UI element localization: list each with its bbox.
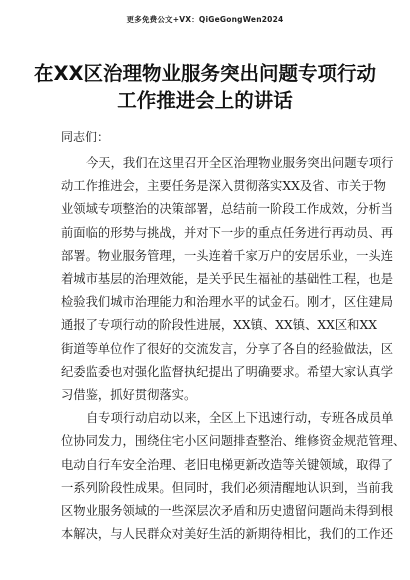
paragraph-line: 检验我们城市治理能力和治理水平的试金石。刚才，区住建局: [61, 295, 394, 310]
paragraph-line: 区物业服务领域的一些深层次矛盾和历史遗留问题尚未得到根: [61, 504, 394, 519]
paragraph-line: 自专项行动启动以来，全区上下迅速行动，专班各成员单: [86, 411, 394, 426]
body-text: [61, 152, 406, 546]
paragraph-line: 今天，我们在这里召开全区治理物业服务突出问题专项行: [86, 156, 394, 170]
paragraph-line: 街道等单位作了很好的交流发言，分享了各自的经验做法，区: [61, 341, 394, 356]
paragraph-line: 通报了专项行动的阶段性进展，XX镇、XX镇、XX区和XX: [61, 318, 377, 333]
salutation: 同志们：: [61, 130, 110, 144]
paragraph-line: 本解决，与人民群众对美好生活的新期待相比，我们的工作还: [61, 527, 394, 542]
paragraph-line: 纪委监委也对强化监督执纪提出了明确要求。希望大家认真学: [61, 364, 394, 379]
paragraph-line: 前面临的形势与挑战，并对下一步的重点任务进行再动员、再: [61, 225, 394, 240]
paragraph-line: 动工作推进会，主要任务是深入贯彻落实XX及省、市关于物: [61, 179, 386, 194]
paragraph-line: 习借鉴，抓好贯彻落实。: [61, 388, 197, 403]
header-watermark: 更多免费公文+VX：QiGeGongWen2024: [126, 15, 284, 24]
title-line-1: 在XX区治理物业服务突出问题专项行动: [33, 62, 377, 85]
paragraph-1: [61, 152, 394, 407]
paragraph-line: 业领域专项整治的决策部署，总结前一阶段工作成效，分析当: [61, 202, 394, 217]
title-line-2: 工作推进会上的讲话: [117, 89, 293, 112]
document-title: [0, 60, 410, 114]
paragraph-line: 位协同发力，围绕住宅小区问题排查整治、维修资金规范管理、: [61, 434, 406, 449]
paragraph-line: 着城市基层的治理效能，是关乎民生福祉的基础性工程，也是: [61, 272, 394, 287]
paragraph-line: 部署。物业服务管理，一头连着千家万户的安居乐业，一头连: [61, 248, 394, 263]
paragraph-line: 电动自行车安全治理、老旧电梯更新改造等关键领域，取得了: [61, 457, 394, 472]
paragraph-2: [61, 407, 406, 546]
paragraph-line: 一系列阶段性成果。但同时，我们必须清醒地认识到，当前我: [61, 480, 394, 495]
